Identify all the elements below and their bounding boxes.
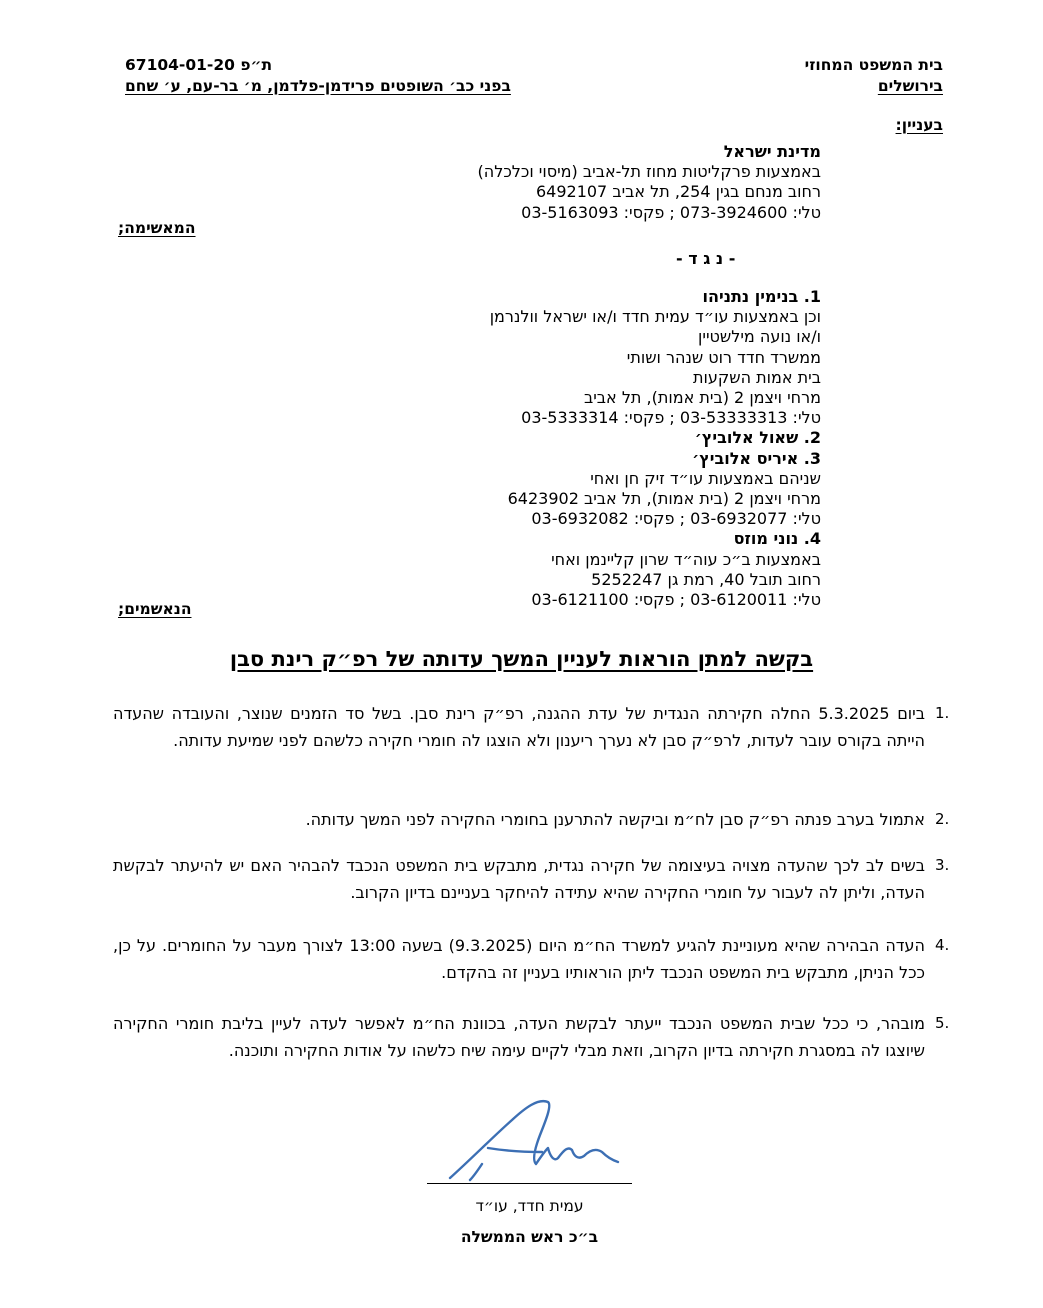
defendants-block — [321, 287, 821, 610]
paragraph-number: 2. — [935, 810, 950, 828]
document-title: בקשה למתן הוראות לעניין המשך עדותה של רפ״ק רינת סבן — [229, 647, 814, 671]
defendant-line: ממשרד חדד רוט שנהר ושותי — [626, 347, 821, 367]
prosecution-line: רחוב מנחם בגין 254, תל אביב 6492107 — [535, 182, 821, 202]
defendant-name: 2. שאול אלוביץ׳ — [694, 428, 821, 448]
prosecution-line: באמצעות פרקליטות מחוז תל-אביב (מיסוי וכלכלה) — [477, 162, 821, 182]
defendant-line: טלי: 03-53333313 ; פקסי: 03-5333314 — [521, 408, 821, 428]
prosecution-name: מדינת ישראל — [723, 142, 821, 161]
signatory-name: עמית חדד, עו״ד — [475, 1197, 584, 1215]
paragraph-number: 5. — [935, 1014, 950, 1032]
defendant-name: 3. איריס אלוביץ׳ — [692, 448, 821, 468]
paragraph-number: 3. — [935, 856, 950, 874]
judges-panel: בפני כב׳ השופטים פרידמן-פלדמן, מ׳ בר-עם, ע׳ שחם — [125, 77, 511, 95]
paragraph-number: 4. — [935, 936, 950, 954]
prosecution-role: המאשימה; — [118, 219, 196, 237]
handwritten-signature — [440, 1090, 640, 1190]
defendant-name: 4. נוני מוזס — [733, 529, 821, 549]
court-location: בירושלים — [877, 77, 943, 95]
defendant-line: טלי: 03-6120011 ; פקסי: 03-6121100 — [531, 590, 821, 610]
court-name: בית המשפט המחוזי — [804, 56, 943, 74]
defendant-line: רחוב תובל 40, רמת גן 5252247 — [591, 569, 821, 589]
defendant-line: באמצעות ב״כ עוה״ד שרון קליינמן ואחי — [551, 549, 821, 569]
paragraph-body: ביום 5.3.2025 החלה חקירתה הנגדית של עדת ההגנה, רפ״ק רינת סבן. בשל סד הזמנים שנוצר, והעובדה שהעדה הייתה בקורס עובר לעדות, לרפ״ק סבן לא נערך ריענון ולא הוצגו לה חומרי חקירה כלשהם לפני שמיעת עדותה. — [113, 704, 925, 750]
defendant-name: 1. בנימין נתניהו — [702, 287, 821, 306]
defendant-line: בית אמות השקעות — [693, 367, 821, 387]
versus-separator: - נ ג ד - — [676, 249, 736, 268]
defendant-line: שניהם באמצעות עו״ד זיק חן ואחי — [590, 468, 821, 488]
defendants-role: הנאשמים; — [118, 600, 192, 618]
signature-line — [427, 1183, 632, 1184]
defendant-line: מרחי ויצמן 2 (בית אמות), תל אביב — [583, 388, 821, 408]
paragraph-body: מובהר, כי ככל שבית המשפט הנכבד ייעתר לבקשת העדה, בכוונת הח״מ לאפשר לעדה לעיין בליבת חומרי החקירה שיוצגו לה במסגרת חקירתה בדיון הקרוב, וזאת מבלי לקיים עימה שיח כלשהו על אודות החקירה ותוכנה. — [113, 1014, 925, 1060]
paragraph-number: 1. — [935, 704, 950, 722]
paragraph-body: העדה הבהירה שהיא מעוניינת להגיע למשרד הח״מ היום (9.3.2025) בשעה 13:00 לצורך מעבר על החומרים. על כן, ככל הניתן, מתבקש בית המשפט הנכבד ליתן הוראותיו בעניין זה בהקדם. — [113, 936, 926, 982]
defendant-line: טלי: 03-6932077 ; פקסי: 03-6932082 — [531, 509, 821, 529]
defendant-line: מרחי ויצמן 2 (בית אמות), תל אביב 6423902 — [507, 489, 821, 509]
paragraph-body: אתמול בערב פנתה רפ״ק סבן לח״מ וביקשה להתרענן בחומרי החקירה לפני המשך עדותה. — [305, 810, 925, 829]
signatory-role: ב״כ ראש הממשלה — [460, 1228, 599, 1246]
paragraph-body: בשים לב לכך שהעדה מצויה בעיצומה של חקירה נגדית, מתבקש בית המשפט הנכבד להבהיר האם יש להיעתר לבקשת העדה, וליתן לה לעבור על חומרי החקירה שהיא עתידה להיחקר בעניינם בדיון הקרוב. — [113, 856, 925, 902]
prosecution-block — [321, 142, 821, 223]
case-number: ת״פ 67104-01-20 — [125, 56, 273, 74]
subject-label: בעניין: — [895, 116, 943, 134]
prosecution-line: טלי: 073-3924600 ; פקסי: 03-5163093 — [521, 202, 821, 222]
defendant-line: וכן באמצעות עו״ד עמית חדד ו/או ישראל וולנרמן — [489, 307, 821, 327]
defendant-line: ו/או נועה מילשטיין — [698, 327, 821, 347]
